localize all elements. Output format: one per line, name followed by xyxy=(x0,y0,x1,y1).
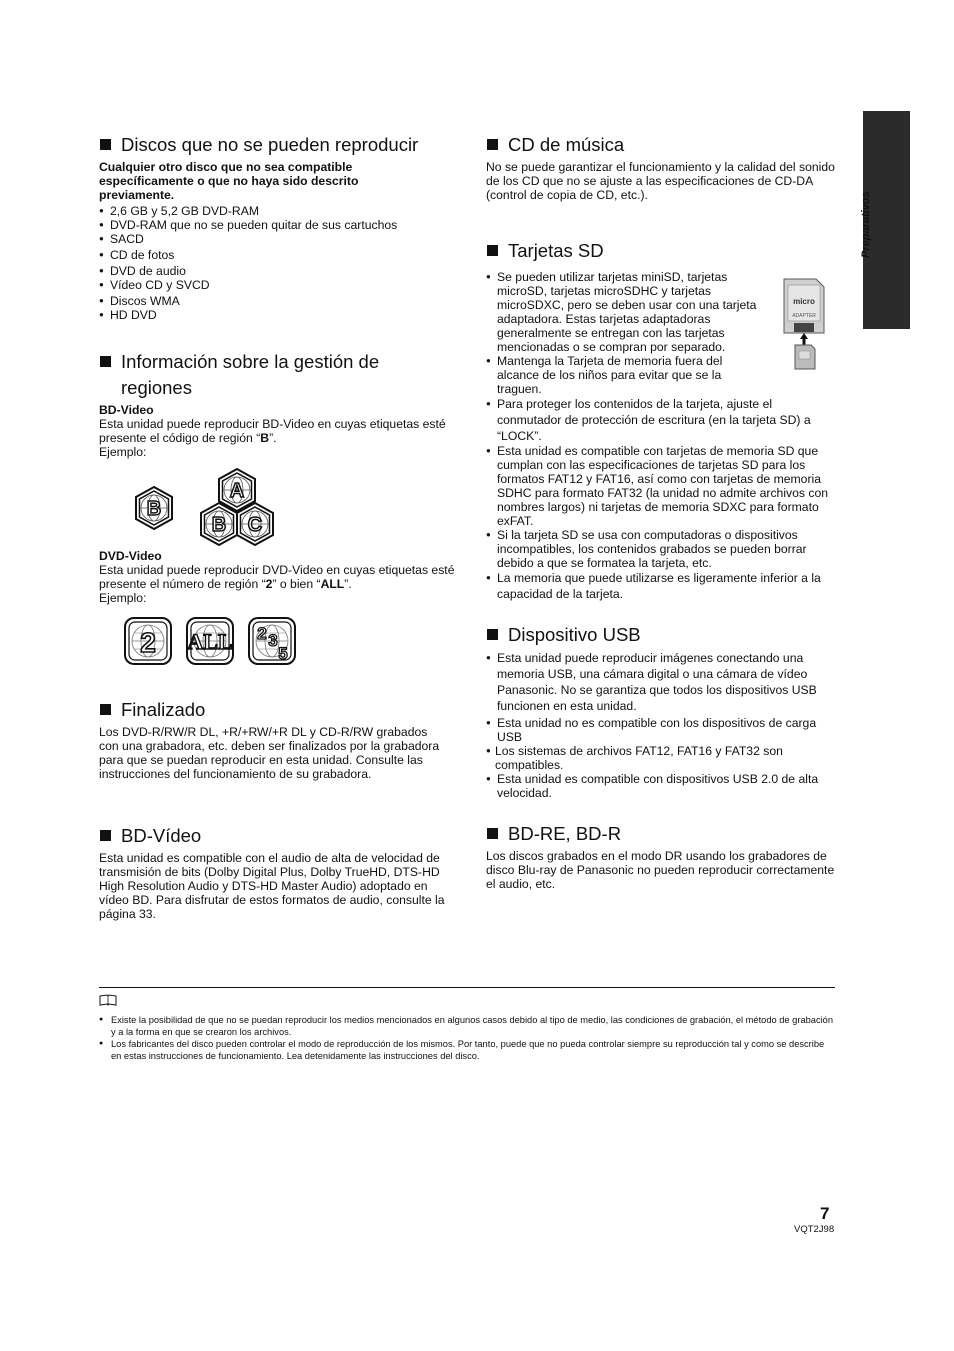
svg-text:A: A xyxy=(229,480,245,502)
list-item: ● Esta unidad es compatible con tarjetas de memoria SD que cumplan con las especificaciones de tarjetas SD para los formatos FAT12 y FAT16, así como con tarjetas de memoria SDHC para formato FAT32 (la unidad no admite archivos con nombres largos) ni tarjetas de memoria SDXC para formato exFAT. xyxy=(486,444,836,528)
list-item: ● Discos WMA xyxy=(99,294,459,308)
region-all-icon xyxy=(187,618,233,664)
cd-text: No se puede garantizar el funcionamiento y la calidad del sonido de los CD que no se ajuste a las especificaciones de CD-DA (control de copia de CD, etc.). xyxy=(486,160,835,202)
finalizado-text: Los DVD-R/RW/R DL, +R/+RW/+R DL y CD-R/RW grabados con una grabadora, etc. deben ser finalizados por la grabadora para que se puedan reproducir en esta unidad. Consulte las instrucciones del funcionamiento de su grabadora. xyxy=(99,725,440,781)
section-discos xyxy=(99,132,459,322)
section-regiones xyxy=(99,349,449,459)
svg-text:C: C xyxy=(247,514,263,536)
section-title: Finalizado xyxy=(99,697,449,723)
list-item: ● Mantenga la Tarjeta de memoria fuera del alcance de los niños para evitar que se la traguen. xyxy=(486,354,762,396)
list-item: ● DVD de audio xyxy=(99,264,459,278)
dvd-subtitle: DVD-Video xyxy=(99,549,162,563)
example-label: Ejemplo: xyxy=(99,591,147,605)
list-item: ● Para proteger los contenidos de la tarjeta, ajuste el conmutador de protección de escritura (en la tarjeta SD) a “LOCK”. xyxy=(486,396,836,444)
side-tab-label: Preparativos xyxy=(860,191,872,258)
list-item: ● CD de fotos xyxy=(99,248,459,262)
dvd-text: Esta unidad puede reproducir DVD-Video en cuyas etiquetas esté presente el número de región “2” o bien “ALL”. xyxy=(99,563,455,591)
section-title: Información sobre la gestión de regiones xyxy=(99,349,449,401)
list-item: ● SACD xyxy=(99,232,459,246)
section-bdre xyxy=(486,821,836,891)
book-icon xyxy=(99,994,117,1006)
section-title: BD-Vídeo xyxy=(99,823,449,849)
square-bullet-icon xyxy=(100,830,111,841)
section-bdvideo xyxy=(99,823,449,921)
section-title: Dispositivo USB xyxy=(486,622,836,648)
note-item: ● Existe la posibilidad de que no se puedan reproducir los medios mencionados en algunos casos debido al tipo de medio, las condiciones de grabación, el método de grabación y a la forma en que se crearon los archivos. xyxy=(99,1014,835,1038)
bdre-text: Los discos grabados en el modo DR usando los grabadores de disco Blu-ray de Panasonic no pueden reproducir correctamente el audio, etc. xyxy=(486,849,835,891)
square-bullet-icon xyxy=(487,828,498,839)
list-item: ● HD DVD xyxy=(99,308,459,322)
square-bullet-icon xyxy=(487,629,498,640)
section-cd xyxy=(486,132,836,202)
bd-text: Esta unidad puede reproducir BD-Video en cuyas etiquetas esté presente el código de región “B”. xyxy=(99,417,446,445)
svg-text:3: 3 xyxy=(268,631,278,650)
list-item: ● 2,6 GB y 5,2 GB DVD-RAM xyxy=(99,204,459,218)
dvd-region-icons xyxy=(124,616,300,666)
svg-text:ALL: ALL xyxy=(187,629,233,654)
notes-list xyxy=(99,1014,835,1062)
section-usb xyxy=(486,622,836,800)
svg-text:B: B xyxy=(211,514,227,536)
model-code: VQT2J98 xyxy=(794,1224,835,1235)
square-bullet-icon xyxy=(487,139,498,150)
example-label: Ejemplo: xyxy=(99,445,147,459)
disc-list xyxy=(99,204,459,322)
square-bullet-icon xyxy=(100,139,111,150)
bd-region-icons xyxy=(130,468,280,550)
section-dvd xyxy=(99,549,459,605)
svg-text:ADAPTER: ADAPTER xyxy=(792,313,816,319)
list-item: ● Si la tarjeta SD se usa con computadoras o dispositivos incompatibles, los contenidos grabados se pueden borrar debido a que se formatea la tarjeta, etc. xyxy=(486,528,836,570)
svg-text:B: B xyxy=(146,498,162,520)
section-finalizado xyxy=(99,697,449,781)
region-multi-icon xyxy=(249,618,295,664)
list-item: ● DVD-RAM que no se pueden quitar de sus cartuchos xyxy=(99,218,459,232)
list-item: ● Esta unidad puede reproducir imágenes conectando una memoria USB, una cámara digital o una cámara de vídeo Panasonic. No se garantiza que todos los dispositivos USB funcionen en esta unidad. xyxy=(486,650,836,714)
region-b-icon xyxy=(136,487,172,529)
intro-text: Cualquier otro disco que no sea compatible específicamente o que no haya sido descrito previamente. xyxy=(99,160,359,202)
section-title: BD-RE, BD-R xyxy=(486,821,836,847)
svg-text:micro: micro xyxy=(793,297,815,306)
page-number: 7 xyxy=(820,1204,830,1223)
svg-text:5: 5 xyxy=(278,644,288,663)
square-bullet-icon xyxy=(100,356,111,367)
list-item: ● Se pueden utilizar tarjetas miniSD, tarjetas microSD, tarjetas microSDHC y tarjetas microSDXC, pero se deben usar con una tarjeta adaptadora. Estas tarjetas adaptadoras generalmente se entregan con las tarjetas mencionadas o se compran por separado. xyxy=(486,270,762,354)
note-item: ● Los fabricantes del disco pueden controlar el modo de reproducción de los mismos. Por tanto, puede que no pueda controlar siempre su reproducción tal y como se describe en estas instrucciones de funcionamiento. Lea detenidamente las instrucciones del disco. xyxy=(99,1038,835,1062)
usb-list xyxy=(486,650,836,800)
bdvideo-text: Esta unidad es compatible con el audio de alta de velocidad de transmisión de bits (Dolby Digital Plus, Dolby TrueHD, DTS-HD High Resolution Audio y DTS-HD Master Audio) adoptado en vídeo BD. Para disfrutar de estos formatos de audio, consulte la página 33. xyxy=(99,851,445,921)
list-item: ● Esta unidad no es compatible con los dispositivos de carga USB xyxy=(486,716,836,744)
list-item: ● La memoria que puede utilizarse es ligeramente inferior a la capacidad de la tarjeta. xyxy=(486,570,836,602)
sd-adapter-illustration xyxy=(780,277,828,373)
section-title: Discos que no se pueden reproducir xyxy=(99,132,459,158)
svg-text:2: 2 xyxy=(140,627,156,658)
list-item: ● Esta unidad es compatible con dispositivos USB 2.0 de alta velocidad. xyxy=(486,772,836,800)
list-item: ● Los sistemas de archivos FAT12, FAT16 y FAT32 son compatibles. xyxy=(486,744,836,772)
region-a-icon xyxy=(219,469,255,511)
region-b-icon xyxy=(201,503,237,545)
bd-subtitle: BD-Video xyxy=(99,403,154,417)
section-title: Tarjetas SD xyxy=(486,238,836,264)
list-item: ● Vídeo CD y SVCD xyxy=(99,278,459,292)
square-bullet-icon xyxy=(100,704,111,715)
region-c-icon xyxy=(237,503,273,545)
section-title: CD de música xyxy=(486,132,836,158)
svg-text:2: 2 xyxy=(257,624,267,643)
square-bullet-icon xyxy=(487,245,498,256)
region-2-icon xyxy=(125,618,171,664)
notes-section xyxy=(99,987,835,1062)
